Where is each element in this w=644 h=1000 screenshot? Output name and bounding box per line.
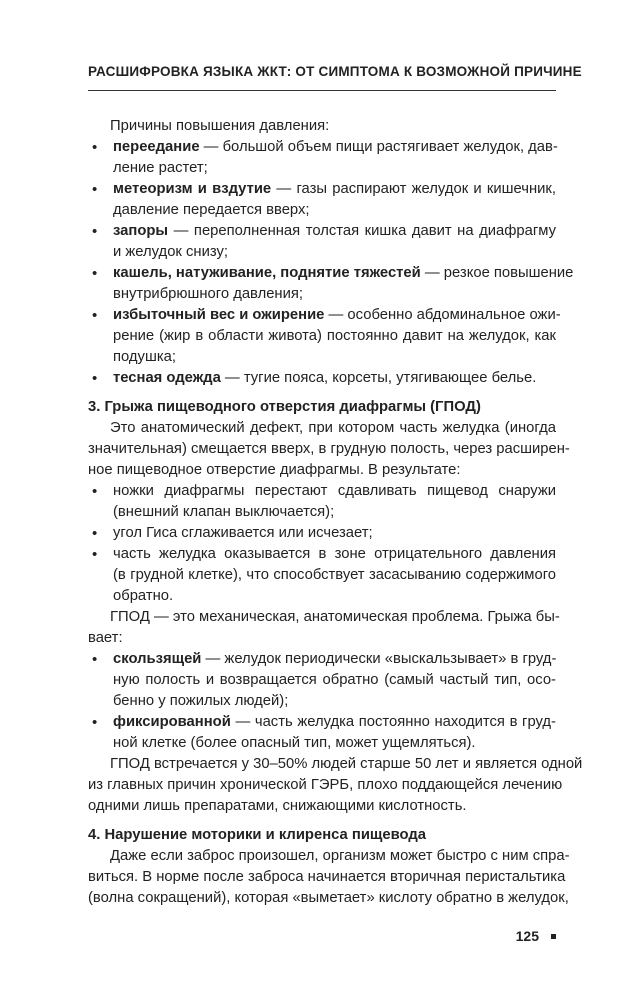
list-item-text: — переполненная толстая кишка давит на диафрагму [168, 223, 556, 239]
list-item-continuation: внутрибрюшного давления; [113, 286, 303, 302]
list-item-text: — тугие пояса, корсеты, утягивающее белье. [220, 370, 537, 386]
list-item: • часть желудка оказывается в зоне отрицательного давления [92, 546, 556, 563]
list-item-continuation: ление растет; [113, 160, 208, 176]
list-item-text: — часть желудка постоянно находится в груд- [230, 714, 556, 730]
paragraph-line: из главных причин хронической ГЭРБ, плохо поддающейся лечению [88, 777, 563, 793]
list-item-text: угол Гиса сглаживается или исчезает; [113, 525, 373, 541]
paragraph-line: ное пищеводное отверстие диафрагмы. В результате: [88, 462, 461, 478]
section-heading: 4. Нарушение моторики и клиренса пищевода [88, 827, 426, 843]
list-item-continuation: (в грудной клетке), что способствует засасыванию содержимого [113, 567, 556, 583]
list-item: • фиксированной — часть желудка постоянно находится в груд- [92, 714, 556, 731]
list-item-term: фиксированной [113, 714, 231, 730]
paragraph-line: ГПОД встречается у 30–50% людей старше 50 лет и является одной [110, 756, 583, 772]
list-item: • тесная одежда — тугие пояса, корсеты, утягивающее белье. [92, 370, 537, 387]
list-item-text: — резкое повышение [420, 265, 574, 281]
paragraph-line: вает: [88, 630, 123, 646]
page-number: 125 [515, 928, 539, 944]
header-rule [88, 90, 556, 91]
section-heading: 3. Грыжа пищеводного отверстия диафрагмы (ГПОД) [88, 399, 481, 415]
list-item-continuation: ную полость и возвращается обратно (самый частый тип, осо- [113, 672, 556, 688]
list-item-text: — газы распирают желудок и кишечник, [271, 181, 556, 197]
list-item: • угол Гиса сглаживается или исчезает; [92, 525, 373, 542]
paragraph-line: виться. В норме после заброса начинается вторичная перистальтика [88, 869, 566, 885]
list-item-term: скользящей [113, 651, 202, 667]
list-item: • ножки диафрагмы перестают сдавливать пищевод снаружи [92, 483, 556, 500]
list-item-continuation: обратно. [113, 588, 174, 604]
list-item-term: метеоризм и вздутие [113, 181, 272, 197]
list-item-term: кашель, натуживание, поднятие тяжестей [113, 265, 421, 281]
list-item: • скользящей — желудок периодически «выскальзывает» в груд- [92, 651, 557, 668]
page-footer [472, 928, 556, 944]
list-item-text: — большой объем пищи растягивает желудок, дав- [199, 139, 558, 155]
list-item: • метеоризм и вздутие — газы распирают желудок и кишечник, [92, 181, 556, 198]
list-item-text: — желудок периодически «выскальзывает» в груд- [201, 651, 557, 667]
list-item-continuation: (внешний клапан выключается); [113, 504, 335, 520]
list-item-term: переедание [113, 139, 200, 155]
list-item-continuation: подушка; [113, 349, 176, 365]
paragraph-line: одними лишь препаратами, снижающими кислотность. [88, 798, 467, 814]
list-item-term: тесная одежда [113, 370, 221, 386]
list-item-continuation: давление передается вверх; [113, 202, 310, 218]
list-item-continuation: и желудок снизу; [113, 244, 228, 260]
running-header: РАСШИФРОВКА ЯЗЫКА ЖКТ: ОТ СИМПТОМА К ВОЗМОЖНОЙ ПРИЧИНЕ [88, 64, 582, 79]
list-item-term: избыточный вес и ожирение [113, 307, 325, 323]
paragraph-line: Это анатомический дефект, при котором часть желудка (иногда [110, 420, 556, 436]
list-item-continuation: бенно у пожилых людей); [113, 693, 289, 709]
list-item: • запоры — переполненная толстая кишка давит на диафрагму [92, 223, 556, 240]
list-item-continuation: рение (жир в области живота) постоянно давит на желудок, как [113, 328, 556, 344]
list-item-continuation: ной клетке (более опасный тип, может ущемляться). [113, 735, 476, 751]
list-item: • переедание — большой объем пищи растягивает желудок, дав- [92, 139, 558, 156]
page-content [88, 116, 583, 909]
list-item-text: часть желудка оказывается в зоне отрицательного давления [113, 546, 556, 562]
list-item: • избыточный вес и ожирение — особенно абдоминальное ожи- [92, 307, 561, 324]
paragraph-line: Даже если заброс произошел, организм может быстро с ним спра- [110, 848, 570, 864]
paragraph-line: (волна сокращений), которая «выметает» кислоту обратно в желудок, [88, 890, 569, 906]
list-item-text: — особенно абдоминальное ожи- [324, 307, 561, 323]
square-icon [551, 934, 556, 939]
paragraph-line: значительная) смещается вверх, в грудную полость, через расширен- [88, 441, 570, 457]
list-item-text: ножки диафрагмы перестают сдавливать пищевод снаружи [113, 483, 556, 499]
list-item-term: запоры [113, 223, 169, 239]
list-item: • кашель, натуживание, поднятие тяжестей — резкое повышение [92, 265, 574, 282]
paragraph-line: ГПОД — это механическая, анатомическая проблема. Грыжа бы- [110, 609, 560, 625]
intro-line: Причины повышения давления: [110, 118, 330, 134]
